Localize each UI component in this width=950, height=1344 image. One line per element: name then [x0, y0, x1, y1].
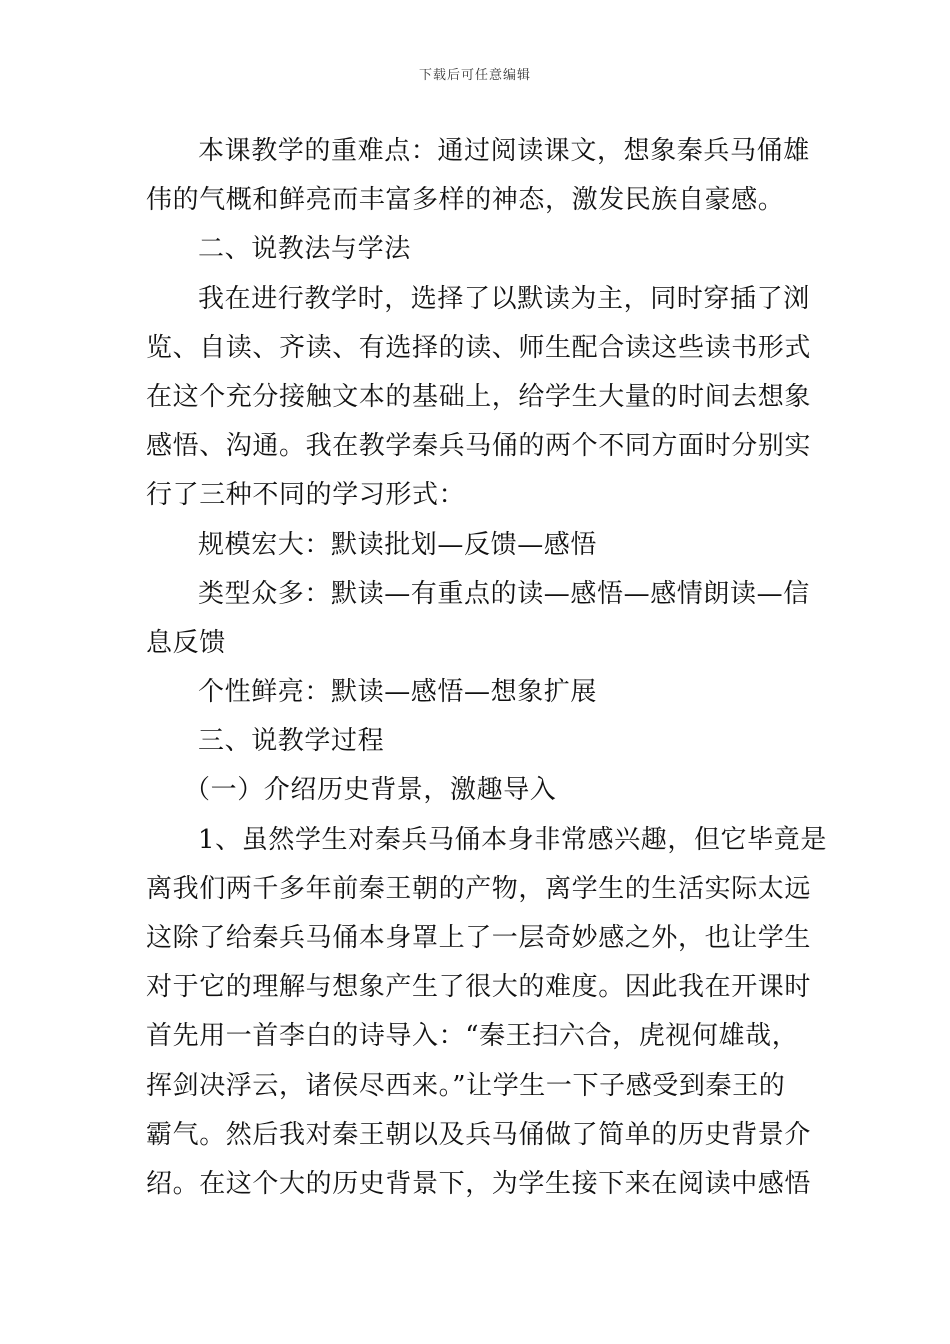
- text-line: 行了三种不同的学习形式：: [146, 480, 466, 511]
- text-line: 1、虽然学生对秦兵马俑本身非常感兴趣，但它毕竟是: [198, 824, 827, 855]
- text-line: 对于它的理解与想象产生了很大的难度。因此我在开课时: [146, 972, 812, 1003]
- text-line: 我在进行教学时，选择了以默读为主，同时穿插了浏: [198, 283, 810, 314]
- text-line: 这除了给秦兵马俑本身罩上了一层奇妙感之外，也让学生: [146, 923, 812, 953]
- text-line: 离我们两千多年前秦王朝的产物，离学生的生活实际太远: [146, 873, 812, 904]
- text-line: 类型众多：默读—有重点的读—感悟—感情朗读—信: [198, 578, 810, 609]
- text-line: 绍。在这个大的历史背景下，为学生接下来在阅读中感悟: [146, 1168, 812, 1199]
- text-line: 霸气。然后我对秦王朝以及兵马俑做了简单的历史背景介: [146, 1119, 812, 1150]
- document-body: [146, 127, 827, 1209]
- page-header: 下载后可任意编辑: [418, 68, 531, 83]
- text-line: 伟的气概和鲜亮而丰富多样的神态，激发民族自豪感。: [146, 185, 785, 216]
- text-line: 个性鲜亮：默读—感悟—想象扩展: [198, 677, 598, 708]
- text-line: 感悟、沟通。我在教学秦兵马俑的两个不同方面时分别实: [146, 431, 812, 462]
- text-line: （一）介绍历史背景，激趣导入: [184, 775, 557, 806]
- text-line: 规模宏大：默读批划—反馈—感悟: [198, 529, 598, 560]
- text-line: 本课教学的重难点：通过阅读课文，想象秦兵马俑雄: [198, 136, 810, 166]
- text-line: 挥剑决浮云，诸侯尽西来。”让学生一下子感受到秦王的: [146, 1070, 786, 1101]
- text-line: 三、说教学过程: [198, 726, 385, 757]
- text-line: 二、说教法与学法: [198, 234, 411, 265]
- text-line: 览、自读、齐读、有选择的读、师生配合读这些读书形式: [146, 332, 812, 363]
- text-line: 在这个充分接触文本的基础上，给学生大量的时间去想象: [146, 381, 812, 412]
- text-line: 首先用一首李白的诗导入：“秦王扫六合，虎视何雄哉，: [146, 1021, 799, 1052]
- text-line: 息反馈: [146, 627, 226, 658]
